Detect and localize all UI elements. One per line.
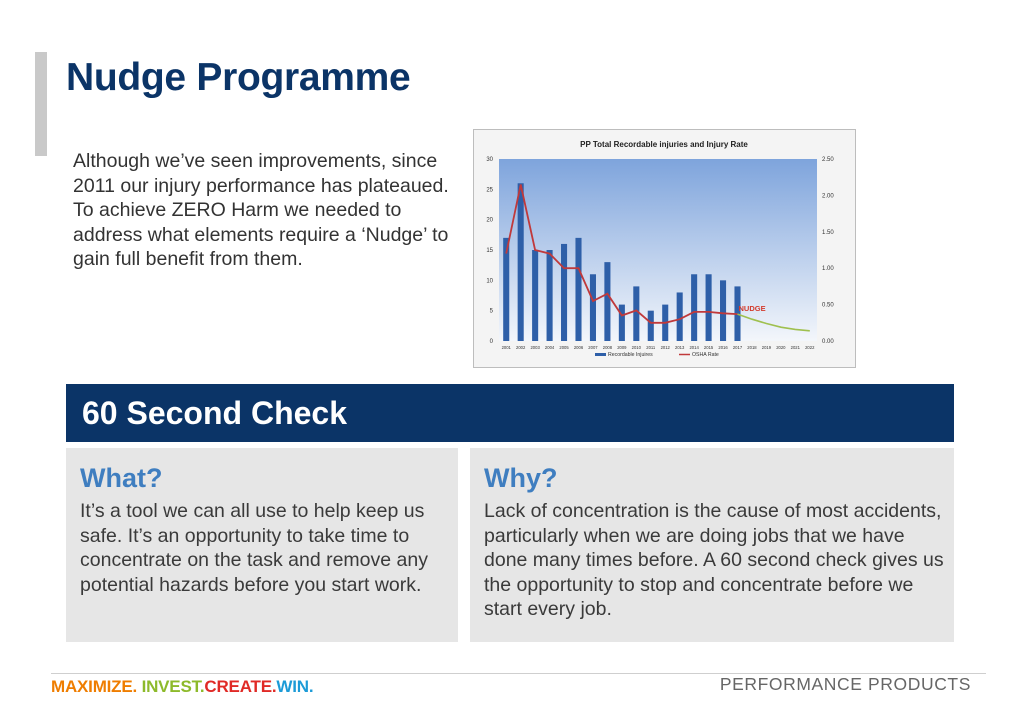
bar-recordable-injuries [677, 292, 683, 341]
y-right-tick-label: 1.00 [822, 266, 834, 273]
y-left-tick-label: 25 [486, 187, 493, 194]
bar-recordable-injuries [561, 244, 567, 341]
x-tick-label: 2010 [631, 345, 641, 350]
x-tick-label: 2001 [501, 345, 511, 350]
bar-recordable-injuries [706, 274, 712, 341]
x-tick-label: 2021 [790, 345, 800, 350]
bar-recordable-injuries [547, 250, 553, 341]
x-tick-label: 2011 [646, 345, 656, 350]
what-panel [66, 448, 458, 642]
x-tick-label: 2008 [602, 345, 613, 350]
y-right-tick-label: 2.00 [822, 193, 834, 200]
slogan-maximize: MAXIMIZE. [51, 677, 138, 696]
why-body: Lack of concentration is the cause of most accidents, particularly when we are doing jobs that we have done many times before. A 60 second check gives us the opportunity to stop and concentrate before we start every job. [484, 500, 944, 621]
bar-recordable-injuries [590, 274, 596, 341]
what-heading: What? [80, 463, 163, 493]
x-tick-label: 2009 [617, 345, 627, 350]
intro-text: Although we’ve seen improvements, since 2011 our injury performance has plateaued. To achieve ZERO Harm we needed to address what elements require a ‘Nudge’ to gain full benefit from them. [73, 150, 449, 271]
bar-recordable-injuries [633, 286, 639, 341]
y-right-tick-label: 1.50 [822, 229, 834, 236]
x-tick-label: 2016 [718, 345, 728, 350]
title-accent-bar [35, 52, 47, 156]
injury-chart-svg [474, 130, 855, 367]
legend-bars-label: Recordable Injuires [608, 352, 653, 358]
slogan-win: WIN. [276, 677, 314, 696]
injury-chart [473, 129, 856, 368]
x-tick-label: 2020 [776, 345, 786, 350]
bar-recordable-injuries [720, 280, 726, 341]
y-left-tick-label: 20 [486, 217, 493, 224]
legend-bars-swatch [595, 353, 606, 356]
why-panel [470, 448, 954, 642]
footer-slogan [51, 677, 313, 697]
bar-recordable-injuries [604, 262, 610, 341]
section-header-band [66, 384, 954, 442]
bar-recordable-injuries [575, 238, 581, 341]
x-tick-label: 2004 [544, 345, 555, 350]
footer-brand: PERFORMANCE PRODUCTS [719, 674, 971, 694]
x-tick-label: 2017 [732, 345, 743, 350]
x-tick-label: 2019 [761, 345, 772, 350]
x-tick-label: 2005 [559, 345, 569, 350]
y-left-tick-label: 30 [486, 157, 493, 163]
x-tick-label: 2014 [689, 345, 699, 350]
y-right-tick-label: 0.00 [822, 339, 834, 345]
slogan-invest: INVEST. [141, 677, 205, 696]
x-tick-label: 2022 [805, 345, 815, 350]
x-tick-label: 2015 [703, 345, 714, 350]
nudge-annotation: NUDGE [738, 304, 766, 314]
bar-recordable-injuries [518, 183, 524, 341]
bar-recordable-injuries [532, 250, 538, 341]
y-left-tick-label: 0 [489, 339, 493, 345]
legend-osha-label: OSHA Rate [692, 352, 719, 358]
x-tick-label: 2012 [660, 345, 670, 350]
x-tick-label: 2018 [747, 345, 757, 350]
chart-title: PP Total Recordable injuries and Injury Rate [580, 140, 748, 149]
y-left-tick-label: 10 [486, 278, 493, 285]
x-tick-label: 2002 [516, 345, 526, 350]
x-tick-label: 2007 [588, 345, 598, 350]
slogan-create: CREATE. [204, 677, 277, 696]
bar-recordable-injuries [619, 305, 625, 341]
y-left-tick-label: 15 [486, 248, 493, 254]
what-body: It’s a tool we can all use to help keep us safe. It’s an opportunity to take time to concentrate on the task and remove any potential hazards before you start work. [80, 500, 428, 596]
x-tick-label: 2013 [675, 345, 685, 350]
page-title: Nudge Programme [66, 56, 411, 99]
bar-recordable-injuries [648, 311, 654, 341]
why-heading: Why? [484, 463, 558, 493]
bar-recordable-injuries [691, 274, 697, 341]
y-left-tick-label: 5 [489, 308, 493, 315]
section-heading: 60 Second Check [82, 395, 347, 431]
x-tick-label: 2003 [530, 345, 540, 350]
y-right-tick-label: 2.50 [822, 157, 834, 163]
y-right-tick-label: 0.50 [822, 302, 834, 309]
x-tick-label: 2006 [573, 345, 584, 350]
